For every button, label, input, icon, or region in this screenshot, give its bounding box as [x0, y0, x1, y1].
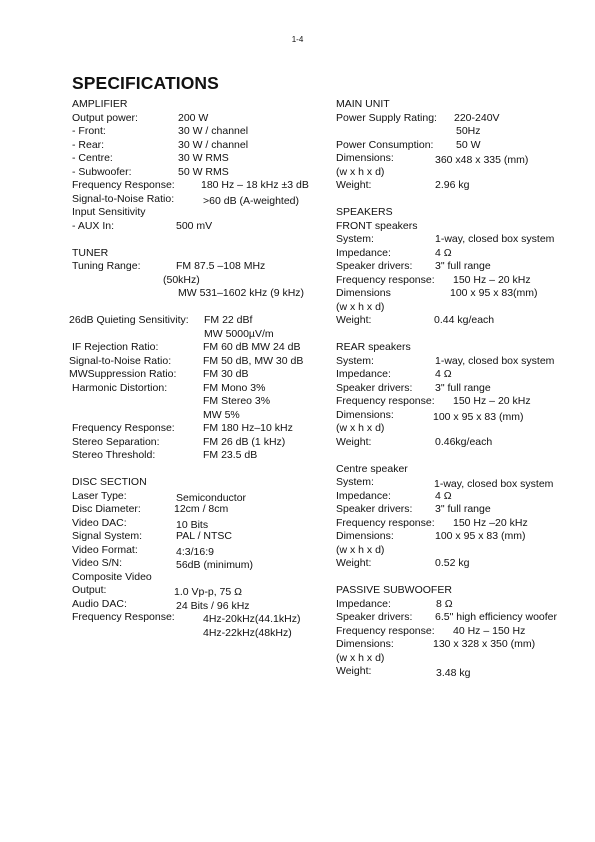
- spec-row: [72, 490, 330, 504]
- spec-value: 100 x 95 x 83 (mm): [433, 410, 524, 423]
- spec-value: 6.5" high efficiency woofer: [435, 611, 558, 623]
- spec-value: 3" full range: [435, 260, 491, 272]
- spec-row: [336, 287, 580, 301]
- spec-value: 4Hz-22kHz(48kHz): [203, 626, 292, 639]
- spec-value: 56dB (minimum): [176, 559, 254, 571]
- spec-label: Signal-to-Noise Ratio:: [69, 354, 172, 367]
- spec-value: 3.48 kg: [436, 667, 471, 679]
- spec-row: [72, 395, 330, 409]
- spec-value: 4 Ω: [435, 246, 452, 259]
- spec-row: [336, 409, 580, 423]
- spec-row: [336, 233, 580, 247]
- spec-label: (w x h x d): [336, 165, 385, 178]
- spec-row: [336, 436, 580, 450]
- spec-row: [69, 354, 330, 369]
- spec-row: [336, 611, 580, 625]
- spec-label: Speaker drivers:: [336, 611, 413, 623]
- spec-row: [336, 503, 580, 517]
- spec-value: 360 x48 x 335 (mm): [435, 154, 529, 166]
- spec-label: Tuning Range:: [72, 260, 141, 272]
- spec-row: [72, 382, 330, 396]
- spec-row: [336, 530, 580, 544]
- spec-value: 0.52 kg: [435, 557, 470, 569]
- spec-label: Weight:: [336, 314, 372, 326]
- spec-value: >60 dB (A-weighted): [203, 194, 300, 207]
- spec-row: [336, 125, 580, 139]
- spec-label: Stereo Threshold:: [72, 449, 156, 461]
- right-spec-column: [336, 98, 580, 679]
- spec-row: [336, 260, 580, 274]
- spec-label: Dimensions:: [336, 408, 394, 421]
- spec-row: [336, 220, 580, 234]
- spec-label: Laser Type:: [72, 489, 127, 502]
- spec-label: - Rear:: [72, 138, 105, 151]
- spec-label: (w x h x d): [336, 543, 385, 556]
- spec-value: 4:3/16:9: [176, 545, 214, 558]
- spec-value: 4Hz-20kHz(44.1kHz): [203, 613, 301, 625]
- subsection-heading-centre: Centre speaker: [336, 462, 408, 475]
- spec-label: (w x h x d): [336, 422, 385, 434]
- spec-row: [69, 314, 330, 328]
- spec-value: 130 x 328 x 350 (mm): [433, 638, 536, 650]
- spec-row: [336, 476, 580, 490]
- spec-row: [72, 166, 330, 180]
- spec-label: - Front:: [72, 125, 106, 137]
- spec-value: FM 87.5 –108 MHz: [176, 260, 266, 272]
- spec-row: [336, 638, 580, 652]
- spec-row: [72, 611, 330, 625]
- spec-value: 50 W RMS: [178, 165, 229, 178]
- section-heading-subwoofer: PASSIVE SUBWOOFER: [336, 584, 452, 596]
- spec-value: 2.96 kg: [435, 179, 470, 191]
- spec-row: [72, 476, 330, 490]
- spec-label: Video DAC:: [72, 516, 127, 529]
- spec-value: FM 22 dBf: [204, 314, 253, 326]
- spec-row: [336, 382, 580, 396]
- spec-row: [72, 179, 330, 193]
- spec-value: FM 30 dB: [203, 368, 249, 380]
- spec-value: MW 531–1602 kHz (9 kHz): [178, 287, 305, 299]
- spec-value: 180 Hz – 18 kHz ±3 dB: [201, 179, 309, 191]
- spec-label: MWSuppression Ratio:: [69, 368, 177, 380]
- spec-label: Impedance:: [336, 368, 391, 380]
- spec-row: [336, 368, 580, 382]
- spec-row: [72, 571, 330, 585]
- spec-value: 1-way, closed box system: [435, 354, 555, 367]
- spec-value: 40 Hz – 150 Hz: [453, 624, 526, 637]
- spec-row: [336, 301, 580, 315]
- spec-value: Semiconductor: [176, 491, 247, 504]
- spec-row: [336, 139, 580, 153]
- spec-value: 220-240V: [454, 111, 500, 124]
- spec-label: Video S/N:: [72, 557, 123, 569]
- spec-label: Weight:: [336, 557, 372, 569]
- spec-label: - Centre:: [72, 152, 113, 164]
- spec-label: (w x h x d): [336, 300, 385, 313]
- spec-row: [72, 598, 330, 612]
- spec-label: IF Rejection Ratio:: [72, 341, 159, 353]
- spec-value: 10 Bits: [176, 518, 209, 531]
- page-title: SPECIFICATIONS: [72, 73, 219, 93]
- spec-value: 500 mV: [176, 219, 213, 232]
- spec-row: [336, 274, 580, 288]
- spec-row: [336, 112, 580, 126]
- spec-row: [336, 463, 580, 477]
- spec-label: Frequency Response:: [72, 422, 175, 434]
- spec-label: Speaker drivers:: [336, 381, 413, 394]
- spec-row: [336, 247, 580, 261]
- spec-value: 12cm / 8cm: [174, 503, 229, 515]
- spec-value: 50Hz: [456, 125, 481, 137]
- spec-row: [72, 247, 330, 261]
- spec-value: PAL / NTSC: [176, 530, 233, 542]
- spec-value: 200 W: [178, 111, 209, 124]
- spec-row: [336, 557, 580, 571]
- spec-label: Frequency response:: [336, 395, 435, 407]
- spec-label: Dimensions:: [336, 530, 394, 542]
- subsection-heading-rear: REAR speakers: [336, 341, 411, 353]
- spec-value: 30 W / channel: [178, 125, 249, 137]
- spec-row: [72, 98, 330, 112]
- spec-label: System:: [336, 354, 374, 367]
- left-spec-column: [69, 98, 330, 639]
- spec-row: [72, 193, 330, 207]
- spec-value: 0.44 kg/each: [434, 314, 495, 326]
- spec-row: [336, 341, 580, 355]
- spec-label: Frequency Response:: [72, 611, 175, 623]
- spec-row: [72, 125, 330, 139]
- spec-label: Dimensions:: [336, 152, 394, 164]
- section-heading-amplifier: AMPLIFIER: [72, 98, 128, 110]
- spec-value: 50 W: [456, 138, 481, 151]
- spec-row: [72, 152, 330, 166]
- spec-row: [72, 328, 330, 342]
- spec-label: Output power:: [72, 111, 138, 124]
- spec-value: 1-way, closed box system: [435, 233, 555, 245]
- spec-row: [336, 98, 580, 112]
- spec-label: Disc Diameter:: [72, 503, 141, 515]
- spec-value: 3" full range: [435, 381, 491, 394]
- spec-row: [336, 166, 580, 180]
- spec-label: Signal-to-Noise Ratio:: [72, 192, 175, 205]
- spec-label: Frequency Response:: [72, 179, 175, 191]
- spec-row: [336, 314, 580, 328]
- spec-value: FM 23.5 dB: [203, 449, 258, 461]
- spec-label: System:: [336, 476, 374, 488]
- spec-value: FM Stereo 3%: [203, 395, 271, 407]
- spec-row: [72, 139, 330, 153]
- section-heading-disc: DISC SECTION: [72, 476, 147, 488]
- spec-row: [72, 409, 330, 423]
- spec-row: [336, 625, 580, 639]
- spec-label: Harmonic Distortion:: [72, 381, 168, 394]
- spec-label: Weight:: [336, 665, 372, 677]
- spec-value: 4 Ω: [435, 368, 452, 380]
- section-heading-tuner: TUNER: [72, 246, 109, 259]
- spec-row: [72, 530, 330, 544]
- spec-value: 30 W RMS: [178, 152, 229, 164]
- spec-row: [336, 395, 580, 409]
- spec-value: FM Mono 3%: [203, 381, 266, 394]
- spec-value: 150 Hz – 20 kHz: [453, 273, 531, 286]
- spec-value: 100 x 95 x 83(mm): [450, 287, 538, 299]
- spec-row: [336, 152, 580, 166]
- spec-label: 26dB Quieting Sensitivity:: [69, 314, 189, 326]
- spec-value: MW 5000µV/m: [204, 327, 274, 340]
- spec-label: Impedance:: [336, 246, 391, 259]
- spec-label: Audio DAC:: [72, 597, 127, 610]
- spec-label: Output:: [72, 584, 107, 596]
- spec-row: [72, 449, 330, 463]
- spec-label: Dimensions: [336, 287, 391, 299]
- spec-row: [72, 503, 330, 517]
- spec-row: [72, 436, 330, 450]
- spec-label: - Subwoofer:: [72, 165, 132, 178]
- spec-row: [72, 287, 330, 301]
- spec-label: Speaker drivers:: [336, 503, 413, 515]
- spec-row: [72, 274, 330, 288]
- spec-row: [72, 517, 330, 531]
- spec-label: - AUX In:: [72, 219, 115, 232]
- spec-value: 24 Bits / 96 kHz: [176, 599, 250, 612]
- spec-row: [72, 544, 330, 558]
- spec-value: 0.46kg/each: [435, 435, 493, 448]
- spec-label: Frequency response:: [336, 624, 435, 637]
- spec-label: Frequency response:: [336, 516, 435, 529]
- page-number: 1-4: [291, 35, 304, 44]
- spec-value: 1.0 Vp-p, 75 Ω: [174, 586, 242, 598]
- spec-label: Impedance:: [336, 489, 391, 502]
- spec-label: Power Supply Rating:: [336, 111, 437, 124]
- spec-row: [336, 517, 580, 531]
- spec-row: [72, 557, 330, 571]
- spec-row: [336, 665, 580, 679]
- spec-value: (50kHz): [163, 273, 200, 286]
- spec-label: System:: [336, 233, 374, 245]
- spec-row: [336, 598, 580, 612]
- spec-value: 8 Ω: [436, 597, 453, 610]
- spec-label: Weight:: [336, 179, 372, 191]
- spec-row: [72, 584, 330, 598]
- spec-row: [72, 341, 330, 355]
- spec-label: Dimensions:: [336, 638, 394, 650]
- spec-value: 150 Hz –20 kHz: [453, 516, 528, 529]
- spec-label: Stereo Separation:: [72, 435, 160, 448]
- spec-value: 4 Ω: [435, 489, 452, 502]
- spec-value: FM 50 dB, MW 30 dB: [203, 354, 304, 367]
- spec-label: Power Consumption:: [336, 138, 434, 151]
- spec-row: [336, 179, 580, 193]
- spec-value: 30 W / channel: [178, 138, 249, 151]
- spec-label: (w x h x d): [336, 651, 385, 664]
- spec-row: [72, 422, 330, 436]
- section-heading-main-unit: MAIN UNIT: [336, 98, 390, 110]
- spec-row: [72, 112, 330, 126]
- subsection-heading-front: FRONT speakers: [336, 219, 418, 232]
- section-heading-speakers: SPEAKERS: [336, 206, 393, 218]
- spec-row: [69, 368, 330, 382]
- spec-row: [336, 355, 580, 369]
- spec-row: [72, 206, 330, 220]
- spec-label: Input Sensitivity: [72, 206, 146, 218]
- spec-value: MW 5%: [203, 408, 240, 421]
- spec-row: [336, 490, 580, 504]
- spec-value: 150 Hz – 20 kHz: [453, 395, 531, 407]
- spec-value: 100 x 95 x 83 (mm): [435, 530, 526, 542]
- spec-label: Impedance:: [336, 597, 391, 610]
- spec-label: Video Format:: [72, 543, 138, 556]
- spec-value: FM 26 dB (1 kHz): [203, 435, 286, 448]
- spec-row: [72, 625, 330, 639]
- spec-row: [336, 652, 580, 666]
- spec-value: 1-way, closed box system: [434, 478, 554, 490]
- spec-label: Signal System:: [72, 530, 143, 542]
- spec-row: [336, 544, 580, 558]
- spec-row: [72, 220, 330, 234]
- spec-row: [336, 422, 580, 436]
- spec-row: [72, 260, 330, 274]
- spec-label: Frequency response:: [336, 273, 435, 286]
- spec-label: Speaker drivers:: [336, 260, 413, 272]
- spec-value: FM 60 dB MW 24 dB: [203, 341, 301, 353]
- spec-row: [336, 206, 580, 220]
- spec-value: 3" full range: [435, 503, 491, 515]
- spec-value: FM 180 Hz–10 kHz: [203, 422, 293, 434]
- spec-row: [336, 584, 580, 598]
- spec-label: Weight:: [336, 435, 372, 448]
- spec-label: Composite Video: [72, 570, 152, 583]
